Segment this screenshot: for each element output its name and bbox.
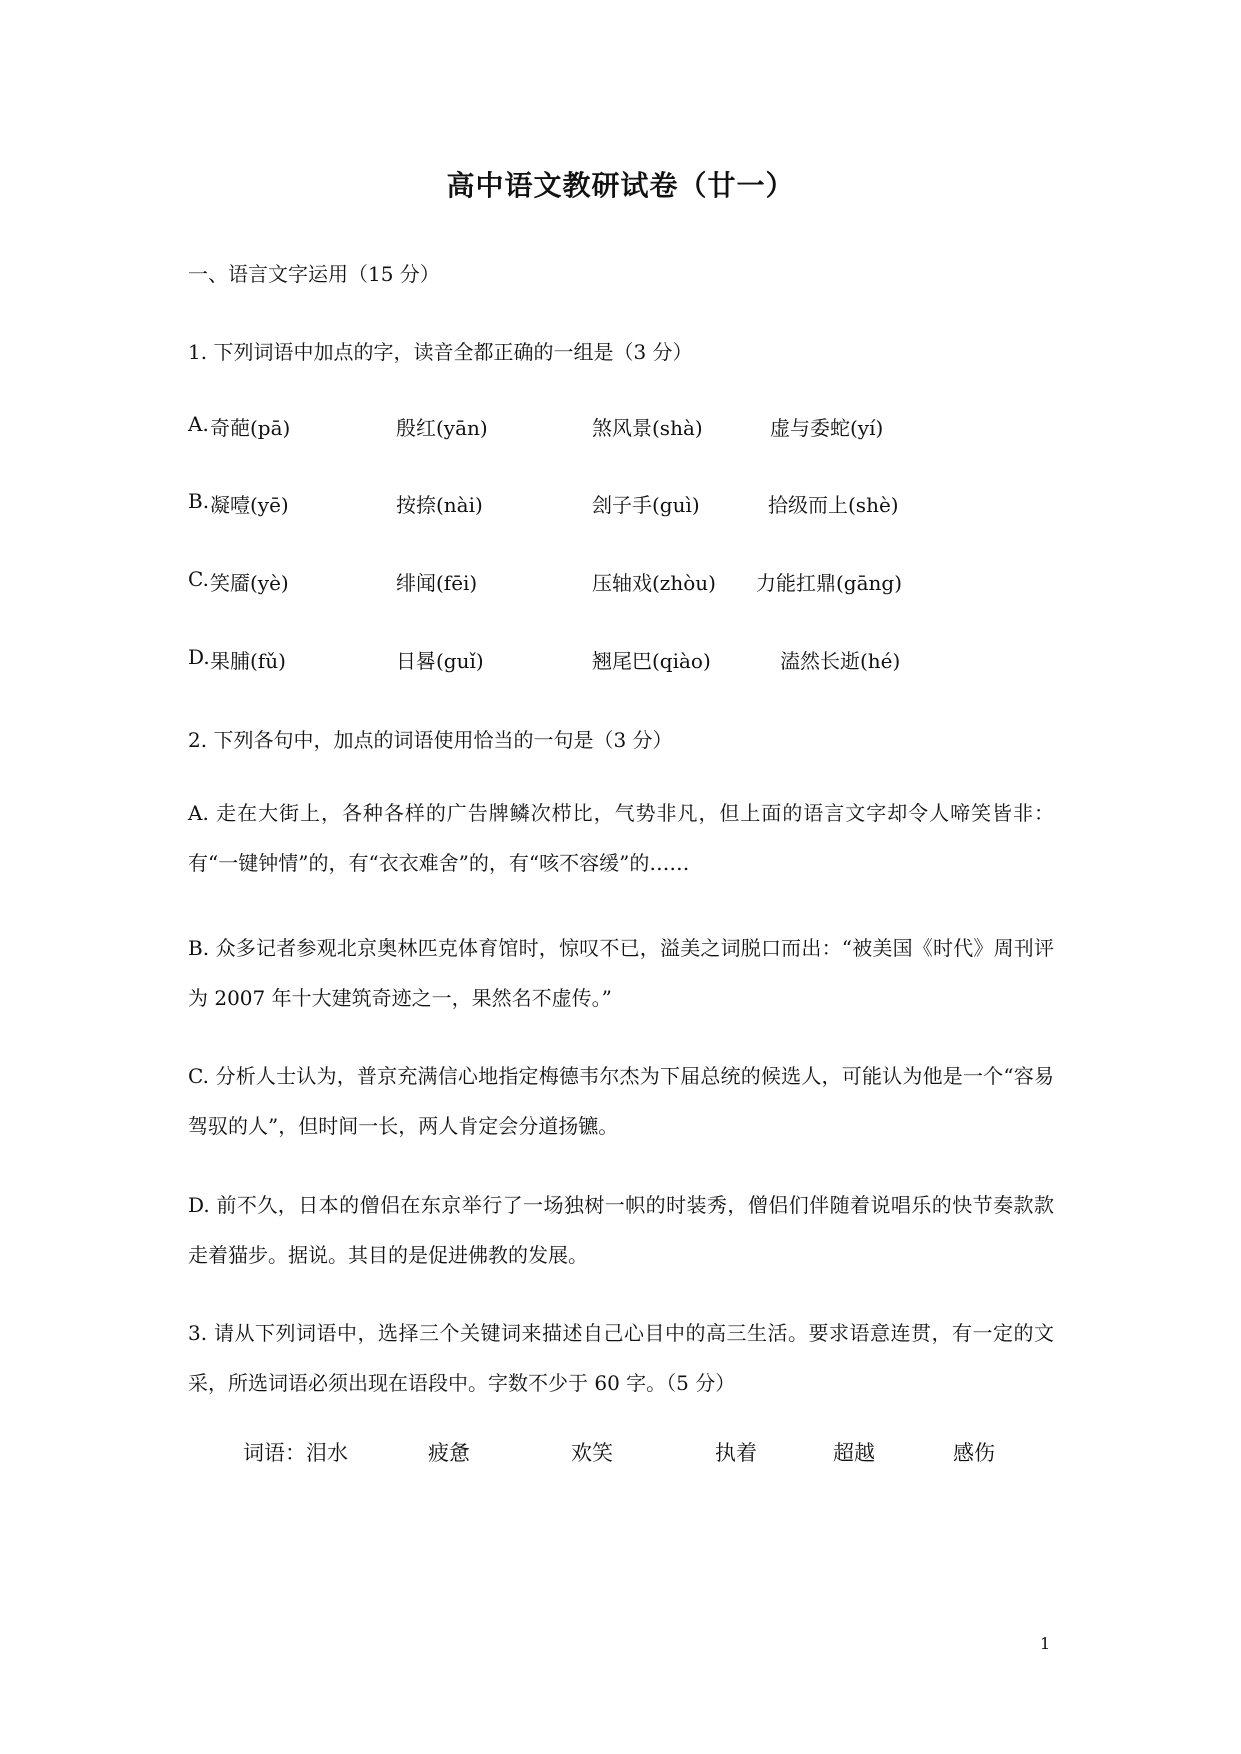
option-item: 压轴戏(zhòu) (592, 571, 716, 595)
option-item: 果脯(fǔ) (210, 649, 286, 673)
q1-option-c (188, 567, 1088, 597)
option-item: 殷红(yān) (396, 416, 488, 440)
option-item: 奇葩(pā) (210, 416, 291, 440)
option-item: 按捺(nài) (396, 493, 483, 517)
q2-option-a: A. 走在大街上，各种各样的广告牌鳞次栉比，气势非凡，但上面的语言文字却令人啼笑皆非：有“一键钟情”的，有“衣衣难舍”的，有“咳不容缓”的…… (188, 801, 1054, 875)
option-item: 溘然长逝(hé) (780, 649, 901, 673)
page-title: 高中语文教研试卷（廿一） (446, 169, 795, 202)
word-list-label: 词语：泪水 (243, 1441, 348, 1465)
q1-option-d (188, 645, 1088, 675)
option-label: B. (188, 489, 210, 513)
word-item: 执着 (715, 1441, 757, 1465)
option-item: 绯闻(fēi) (396, 571, 478, 595)
option-item: 凝噎(yē) (210, 493, 289, 517)
word-item: 欢笑 (571, 1441, 613, 1465)
option-label: A. (188, 412, 209, 436)
option-item: 拾级而上(shè) (768, 493, 899, 517)
section-heading: 一、语言文字运用（15 分） (188, 262, 440, 286)
option-item: 虚与委蛇(yí) (770, 416, 884, 440)
question-3-stem: 3. 请从下列词语中，选择三个关键词来描述自己心目中的高三生活。要求语意连贯，有一定的文采，所选词语必须出现在语段中。字数不少于 60 字。（5 分） (188, 1321, 1054, 1395)
q1-option-b (188, 489, 1088, 519)
page-number: 1 (1040, 1634, 1051, 1653)
q1-option-a (188, 412, 1088, 442)
option-label: D. (188, 645, 210, 669)
q2-option-c: C. 分析人士认为，普京充满信心地指定梅德韦尔杰为下届总统的候选人，可能认为他是一个“容易驾驭的人”，但时间一长，两人肯定会分道扬镳。 (188, 1064, 1054, 1138)
option-item: 刽子手(guì) (592, 493, 700, 517)
question-2-stem: 2. 下列各句中，加点的词语使用恰当的一句是（3 分） (188, 728, 673, 752)
option-item: 笑靥(yè) (210, 571, 289, 595)
q2-option-b: B. 众多记者参观北京奥林匹克体育馆时，惊叹不已，溢美之词脱口而出：“被美国《时代》周刊评为 2007 年十大建筑奇迹之一，果然名不虚传。” (188, 936, 1054, 1010)
option-item: 力能扛鼎(gāng) (756, 571, 903, 595)
q3-word-list (243, 1437, 1043, 1467)
word-item: 疲惫 (428, 1441, 470, 1465)
q2-option-d: D. 前不久，日本的僧侣在东京举行了一场独树一帜的时装秀，僧侣们伴随着说唱乐的快节奏款款走着猫步。据说。其目的是促进佛教的发展。 (188, 1193, 1054, 1267)
word-item: 超越 (833, 1441, 875, 1465)
option-label: C. (188, 567, 209, 591)
option-item: 日晷(guǐ) (396, 649, 484, 673)
option-item: 煞风景(shà) (592, 416, 703, 440)
option-item: 翘尾巴(qiào) (592, 649, 711, 673)
question-1-stem: 1. 下列词语中加点的字，读音全都正确的一组是（3 分） (188, 340, 693, 364)
word-item: 感伤 (953, 1441, 995, 1465)
